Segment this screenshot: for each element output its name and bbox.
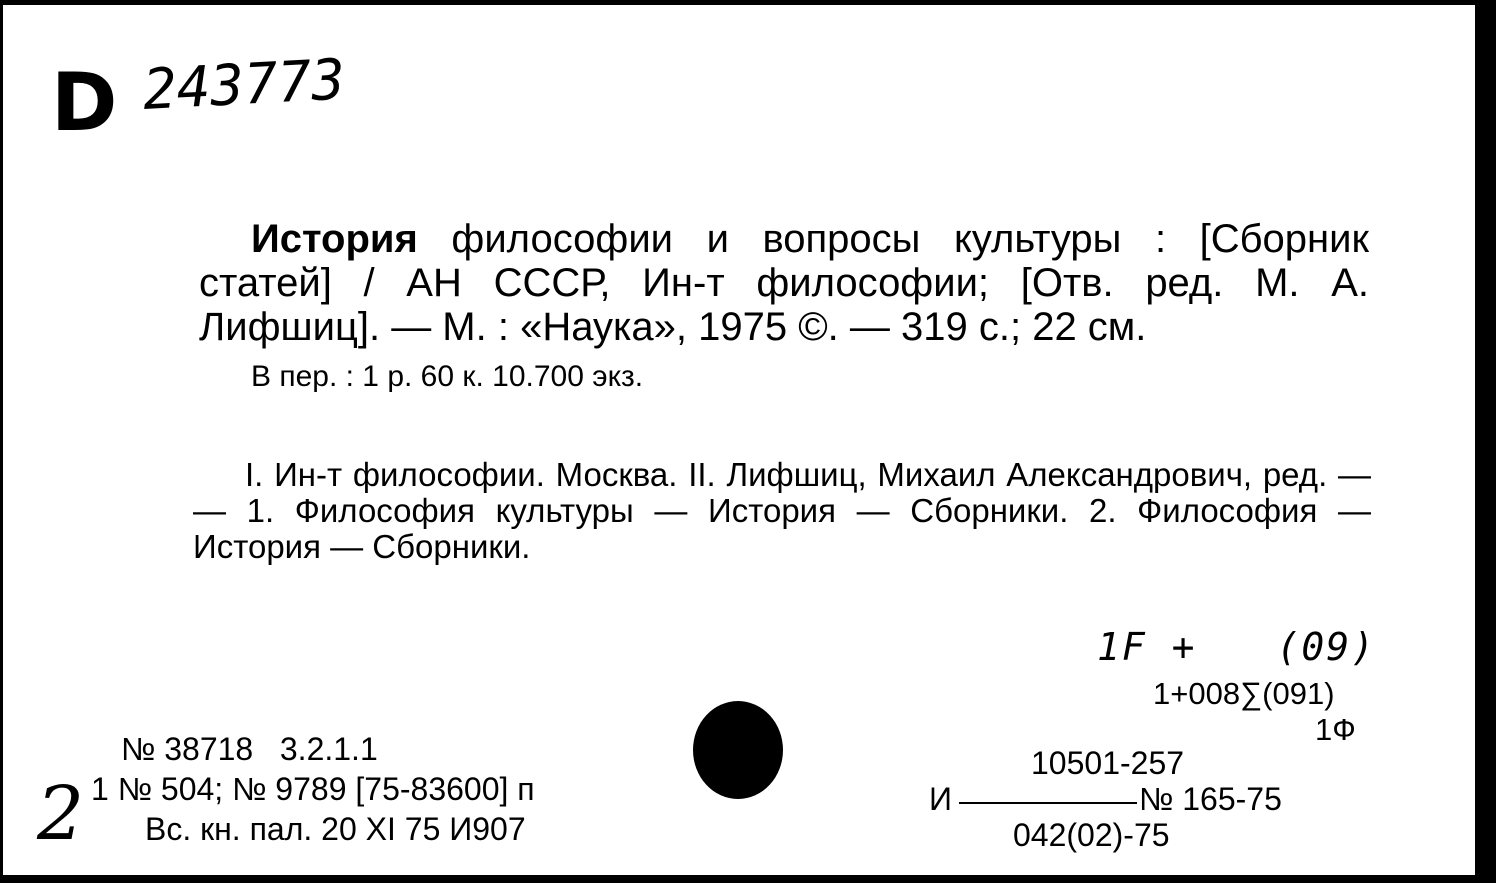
- title-description: философии и вопросы культуры : [Сборник статей] / АН СССР, Ин-т философии; [Отв. ред. М. А. Лифшиц]. — М. : «Наука», 1975 ©. — 319 с.; 22 см.: [199, 217, 1369, 349]
- publisher-code-fraction: [929, 745, 1365, 855]
- fraction-denominator: 042(02)-75: [1013, 817, 1170, 853]
- title-heading: История: [251, 217, 418, 261]
- classification-sub: 1Ф: [1315, 712, 1356, 747]
- catalog-line-1: № 38718 3.2.1.1: [121, 731, 378, 767]
- bibliographic-entry: [199, 217, 1369, 349]
- inventory-number: 243773: [141, 47, 347, 123]
- fraction-tail: № 165-75: [1139, 781, 1282, 817]
- catalog-line-3: Вс. кн. пал. 20 XI 75 И907: [145, 811, 526, 847]
- handwritten-mark: 2: [37, 771, 85, 857]
- catalog-line-2: 1 № 504; № 9789 [75-83600] п: [91, 771, 535, 807]
- classification-index: 1+008∑(091): [1153, 676, 1335, 711]
- punch-hole: [693, 701, 783, 799]
- catalog-card: [2, 4, 1476, 876]
- handwritten-class-2: (09): [1276, 625, 1377, 669]
- stamp-letter: D: [51, 56, 116, 149]
- catalog-numbers: [91, 729, 535, 849]
- card-edge: [1477, 0, 1480, 883]
- fraction-bar: [959, 802, 1137, 804]
- tracings-text: I. Ин-т философии. Москва. II. Лифшиц, Михаил Александрович, ред. — — 1. Философия культуры — История — Сборники. 2. Философия — История — Сборники.: [193, 456, 1371, 565]
- handwritten-classification: [1097, 625, 1376, 669]
- price-line: В пер. : 1 р. 60 к. 10.700 экз.: [251, 360, 644, 393]
- handwritten-class-1: 1F +: [1097, 625, 1197, 669]
- fraction-lead: И: [929, 781, 952, 817]
- tracings: [193, 457, 1371, 565]
- fraction-numerator: 10501-257: [1031, 745, 1185, 781]
